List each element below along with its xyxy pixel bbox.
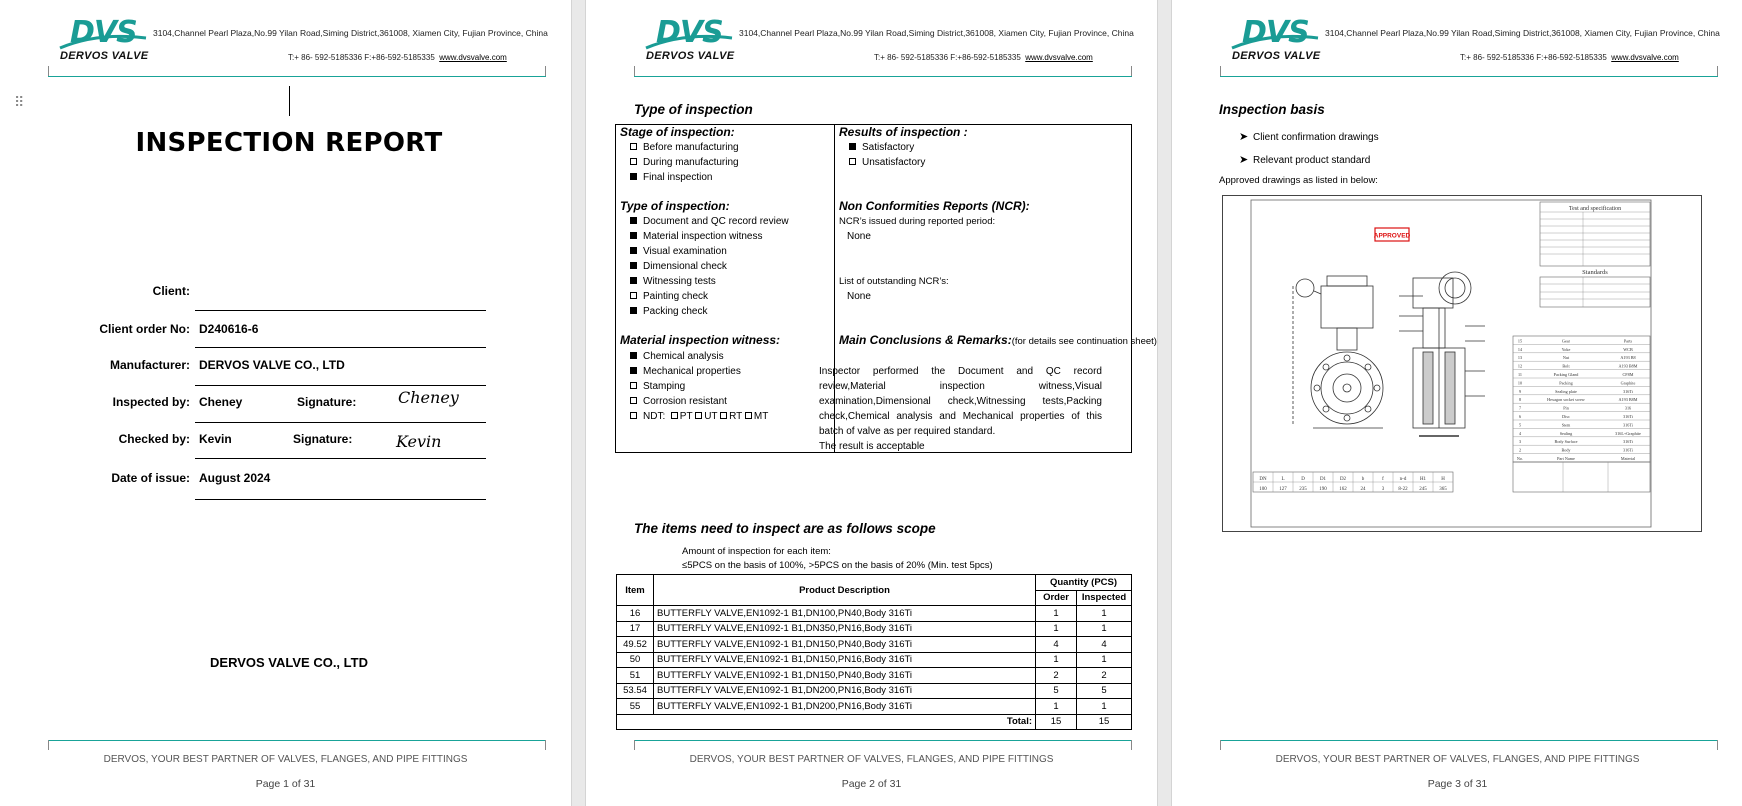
dim-cell: D1 [1319, 477, 1327, 482]
results-item[interactable] [849, 142, 914, 153]
dim-cell: 365 [1439, 487, 1447, 492]
cell-desc: BUTTERFLY VALVE,EN1092-1 B1,DN150,PN40,Body 316Ti [654, 637, 1036, 653]
section-title: Type of inspection [634, 102, 753, 117]
parts-cell: 13 [1517, 355, 1523, 361]
footer-rule [634, 740, 1132, 741]
date-value[interactable]: August 2024 [199, 471, 271, 485]
checkbox-checked-icon[interactable] [630, 352, 637, 359]
cell-item: 49.52 [617, 637, 654, 653]
checkbox-checked-icon[interactable] [630, 173, 637, 180]
inspected-label: Inspected by: [112, 395, 190, 409]
inspected-signature-label: Signature: [297, 395, 357, 409]
header-rule [634, 76, 1132, 77]
parts-cell: 4 [1518, 430, 1522, 436]
field-line [195, 385, 486, 386]
cell-item: 53.54 [617, 683, 654, 699]
checkbox-checked-icon[interactable] [849, 143, 856, 150]
material-heading: Material inspection witness: [620, 333, 781, 347]
type-item[interactable] [630, 291, 708, 302]
logo-text: DERVOS VALVE [1232, 50, 1321, 62]
footer-tagline: DERVOS, YOUR BEST PARTNER OF VALVES, FLANGES, AND PIPE FITTINGS [103, 754, 468, 765]
company-logo [1230, 15, 1322, 64]
dim-cell: 127 [1279, 487, 1287, 492]
total-inspected: 15 [1077, 714, 1132, 730]
checkbox-checked-icon[interactable] [630, 217, 637, 224]
checkbox-checked-icon[interactable] [630, 277, 637, 284]
parts-cell: 316Ti [1623, 447, 1633, 453]
checkbox-empty-icon[interactable] [849, 158, 856, 165]
logo-mark: DVS [70, 15, 137, 50]
total-label: Total: [654, 714, 1036, 730]
header-contact [288, 53, 507, 62]
cell-item: 50 [617, 652, 654, 668]
header-tel: T:+ 86- 592-5185336 F:+86-592-5185335 [288, 53, 435, 62]
parts-cell: 316 [1624, 405, 1632, 411]
checkbox-empty-icon[interactable] [630, 143, 637, 150]
page-1 [0, 0, 571, 806]
cell-order: 2 [1036, 668, 1077, 684]
parts-cell: 316Ti [1623, 414, 1633, 419]
approved-stamp: APPROVED [1373, 232, 1411, 240]
header-tel: T:+ 86- 592-5185336 F:+86-592-5185335 [1460, 53, 1607, 62]
footer-corner [1131, 740, 1132, 750]
header-corner [1717, 66, 1718, 76]
list-item [1239, 130, 1379, 143]
cell-order: 1 [1036, 621, 1077, 637]
table-total-row [617, 714, 1132, 730]
footer-corner [1717, 740, 1718, 750]
checkbox-label: Final inspection [643, 172, 713, 183]
cell-desc: BUTTERFLY VALVE,EN1092-1 B1,DN100,PN40,Body 316Ti [654, 606, 1036, 622]
parts-cell: Graphite [1620, 380, 1636, 386]
arrow-bullet-icon: ➤ [1239, 131, 1249, 143]
logo-mark: DVS [656, 15, 723, 50]
field-line [195, 310, 486, 311]
header-address: 3104,Channel Pearl Plaza,No.99 Yilan Road,Siming District,361008, Xiamen City, Fujian Province, China [1325, 28, 1720, 38]
checkbox-empty-icon[interactable] [630, 158, 637, 165]
type-item[interactable] [630, 246, 727, 257]
parts-cell: 15 [1517, 338, 1523, 344]
cell-empty [617, 714, 654, 730]
checkbox-label: During manufacturing [643, 157, 739, 168]
bullet-text: Relevant product standard [1253, 155, 1371, 166]
type-item[interactable] [630, 276, 716, 287]
dim-cell: 3 [1381, 487, 1385, 492]
table-row [617, 699, 1132, 715]
parts-cell: Nut [1562, 355, 1570, 361]
logo-text: DERVOS VALVE [60, 50, 149, 62]
conclusions-result: The result is acceptable [819, 441, 925, 452]
footer-rule [1220, 740, 1718, 741]
checkbox-empty-icon[interactable] [745, 412, 752, 419]
dim-cell: D [1301, 477, 1305, 482]
col-desc-header: Product Description [654, 575, 1036, 606]
results-item[interactable] [849, 157, 925, 168]
table-row [617, 606, 1132, 622]
manufacturer-label: Manufacturer: [109, 358, 190, 372]
material-item[interactable] [630, 396, 727, 407]
dim-cell: D2 [1339, 477, 1347, 482]
scope-title: The items need to inspect are as follows scope [634, 521, 936, 536]
header-contact [1460, 53, 1679, 62]
conclusions-body: Inspector performed the Document and QC record review,Material inspection witness,Visual examination,Dimensional check,Witnessing tests,Packing check,Chemical analysis and Mechanical properties of this batch of valve as per required standard. [819, 366, 1102, 437]
parts-cell: 5 [1518, 422, 1522, 428]
date-label: Date of issue: [111, 471, 190, 485]
header-corner [1131, 66, 1132, 76]
cell-inspected: 1 [1077, 606, 1132, 622]
cell-order: 1 [1036, 652, 1077, 668]
conclusions-note: (for details see continuation sheet) [1011, 336, 1157, 347]
parts-cell: Sealing [1559, 430, 1573, 436]
company-logo [58, 15, 150, 64]
cell-inspected: 1 [1077, 652, 1132, 668]
table-row [617, 637, 1132, 653]
logo-text: DERVOS VALVE [646, 50, 735, 62]
cell-desc: BUTTERFLY VALVE,EN1092-1 B1,DN200,PN16,Body 316Ti [654, 683, 1036, 699]
dim-cell: f [1382, 477, 1384, 482]
cell-order: 5 [1036, 683, 1077, 699]
page-2 [586, 0, 1157, 806]
checkbox-checked-icon[interactable] [630, 247, 637, 254]
client-label: Client: [152, 284, 190, 298]
list-item [1239, 153, 1370, 166]
cell-inspected: 1 [1077, 621, 1132, 637]
ncr-issued-value: None [847, 231, 871, 242]
footer-tagline: DERVOS, YOUR BEST PARTNER OF VALVES, FLANGES, AND PIPE FITTINGS [1275, 754, 1640, 765]
checkbox-label: Painting check [643, 291, 709, 302]
header-contact [874, 53, 1093, 62]
cell-item: 17 [617, 621, 654, 637]
page-number: Page 2 of 31 [841, 778, 902, 790]
order-value[interactable]: D240616-6 [199, 322, 259, 336]
checkbox-label: Dimensional check [643, 261, 727, 272]
header-corner [48, 66, 49, 76]
ncr-heading: Non Conformities Reports (NCR): [839, 199, 1030, 213]
header-tel: T:+ 86- 592-5185336 F:+86-592-5185335 [874, 53, 1021, 62]
checkbox-checked-icon[interactable] [630, 307, 637, 314]
type-item[interactable] [630, 306, 707, 317]
cell-item: 51 [617, 668, 654, 684]
checkbox-label: Stamping [643, 381, 686, 392]
header-corner [545, 66, 546, 76]
checkbox-label: Document and QC record review [643, 216, 789, 227]
cell-desc: BUTTERFLY VALVE,EN1092-1 B1,DN150,PN40,Body 316Ti [654, 668, 1036, 684]
stage-item[interactable] [630, 157, 739, 168]
ncr-outstanding-label: List of outstanding NCR’s: [839, 276, 949, 287]
manufacturer-value[interactable]: DERVOS VALVE CO., LTD [199, 358, 345, 372]
ndt-label: NDT: [643, 411, 666, 422]
checkbox-empty-icon[interactable] [630, 382, 637, 389]
cell-inspected: 2 [1077, 668, 1132, 684]
col-item-header: Item [617, 575, 654, 606]
dim-cell: b [1361, 477, 1365, 482]
table-row [617, 668, 1132, 684]
parts-cell: 9 [1518, 388, 1522, 394]
checkbox-checked-icon[interactable] [630, 262, 637, 269]
checkbox-label: Witnessing tests [643, 276, 716, 287]
parts-cell: Bolt [1562, 363, 1570, 369]
parts-cell: Body [1561, 447, 1571, 453]
parts-cell: No. [1516, 456, 1524, 461]
dim-cell: H1 [1419, 477, 1427, 482]
parts-cell: A193 B8M [1618, 397, 1638, 403]
parts-cell: 6 [1518, 414, 1522, 419]
footer-corner [545, 740, 546, 750]
dim-cell: 235 [1299, 487, 1307, 492]
parts-cell: Body Surface [1554, 439, 1578, 445]
parts-cell: 2 [1518, 447, 1522, 453]
cell-item: 55 [617, 699, 654, 715]
parts-cell: Hexagon socket screw [1547, 397, 1585, 403]
stage-item[interactable] [630, 172, 712, 183]
parts-cell: 316Ti [1623, 388, 1633, 394]
material-item[interactable] [630, 381, 685, 392]
cell-order: 1 [1036, 699, 1077, 715]
parts-cell: Yoke [1561, 346, 1571, 352]
valve-drawing-image [1223, 196, 1701, 531]
dim-cell: 8-22 [1398, 487, 1408, 492]
ncr-issued-label: NCR’s issued during reported period: [839, 216, 996, 227]
dim-cell: 24 [1360, 487, 1366, 492]
table-row [617, 683, 1132, 699]
parts-cell: Packing Gland [1553, 372, 1579, 377]
parts-cell: 14 [1517, 346, 1523, 352]
dim-cell: 100 [1259, 487, 1267, 492]
checkbox-label: Mechanical properties [643, 366, 741, 377]
stage-item[interactable] [630, 142, 739, 153]
cell-desc: BUTTERFLY VALVE,EN1092-1 B1,DN200,PN16,Body 316Ti [654, 699, 1036, 715]
cell-inspected: 1 [1077, 699, 1132, 715]
parts-cell: 10 [1517, 380, 1523, 386]
checkbox-empty-icon[interactable] [630, 292, 637, 299]
checkbox-empty-icon[interactable] [630, 412, 637, 419]
cell-desc: BUTTERFLY VALVE,EN1092-1 B1,DN150,PN16,Body 316Ti [654, 652, 1036, 668]
field-line [195, 347, 486, 348]
parts-cell: 316Ti [1623, 422, 1633, 428]
header-rule [1220, 76, 1718, 77]
arrow-bullet-icon: ➤ [1239, 154, 1249, 166]
parts-cell: 8 [1518, 397, 1522, 403]
dim-cell: n-d [1399, 477, 1407, 482]
footer-corner [48, 740, 49, 750]
basis-title: Inspection basis [1219, 102, 1325, 117]
checkbox-empty-icon[interactable] [695, 412, 702, 419]
checkbox-label: Chemical analysis [643, 351, 724, 362]
checkbox-label: Before manufacturing [643, 142, 739, 153]
parts-cell: Parts [1623, 338, 1633, 344]
dim-cell: 190 [1319, 487, 1327, 492]
parts-cell: 316Ti [1623, 439, 1633, 445]
company-name: DERVOS VALVE CO., LTD [210, 655, 368, 670]
total-order: 15 [1036, 714, 1077, 730]
approved-line: Approved drawings as listed in below: [1219, 175, 1378, 186]
type-item[interactable] [630, 261, 727, 272]
conclusions-text [819, 364, 1102, 454]
checkbox-label: Packing check [643, 306, 708, 317]
footer-corner [634, 740, 635, 750]
results-heading: Results of inspection : [839, 125, 968, 139]
dim-cell: L [1281, 477, 1285, 482]
footer-tagline: DERVOS, YOUR BEST PARTNER OF VALVES, FLANGES, AND PIPE FITTINGS [689, 754, 1054, 765]
header-address: 3104,Channel Pearl Plaza,No.99 Yilan Road,Siming District,361008, Xiamen City, Fujian Province, China [739, 28, 1134, 38]
table-row [617, 621, 1132, 637]
ncr-outstanding-value: None [847, 291, 871, 302]
parts-cell: Material [1620, 456, 1636, 461]
cell-order: 1 [1036, 606, 1077, 622]
field-line [195, 422, 486, 423]
conclusions-heading [839, 333, 1157, 347]
valve-front-view [1293, 276, 1383, 428]
footer-rule [48, 740, 546, 741]
type-item[interactable] [630, 231, 763, 242]
footer-corner [1220, 740, 1221, 750]
type-item[interactable] [630, 216, 789, 227]
parts-cell: 316L+Graphite [1615, 430, 1641, 436]
parts-cell: 11 [1517, 372, 1523, 377]
dim-cell: 245 [1419, 487, 1427, 492]
checkbox-checked-icon[interactable] [630, 367, 637, 374]
conclusions-title: Main Conclusions & Remarks: [839, 333, 1012, 347]
ndt-option: UT [704, 411, 718, 422]
page-3 [1172, 0, 1742, 806]
valve-section-view [1399, 272, 1485, 436]
parts-cell: 3 [1518, 439, 1522, 445]
text-cursor [289, 86, 290, 116]
material-item[interactable] [630, 366, 741, 377]
col-qty-header: Quantity (PCS) [1036, 575, 1132, 591]
header-address: 3104,Channel Pearl Plaza,No.99 Yilan Road,Siming District,361008, Xiamen City, Fujian Province, China [153, 28, 548, 38]
standards-title: Standards [1582, 269, 1608, 276]
ndt-item[interactable] [630, 411, 768, 422]
checked-label: Checked by: [118, 432, 190, 446]
checkbox-empty-icon[interactable] [671, 412, 678, 419]
cell-inspected: 4 [1077, 637, 1132, 653]
stage-heading: Stage of inspection: [620, 125, 735, 139]
ndt-option: MT [753, 411, 769, 422]
items-table [616, 574, 1132, 730]
cell-order: 4 [1036, 637, 1077, 653]
spec-title: Test and specification [1568, 206, 1622, 212]
ndt-option: PT [679, 411, 693, 422]
checkbox-label: Satisfactory [862, 142, 915, 153]
page-number: Page 1 of 31 [255, 778, 316, 790]
checkbox-label: Material inspection witness [643, 231, 763, 242]
header-rule [48, 76, 546, 77]
drag-handle-icon[interactable]: ⠿ [14, 94, 25, 110]
checkbox-label: Visual examination [643, 246, 727, 257]
parts-cell: Disc [1562, 414, 1570, 419]
parts-cell: Stem [1561, 422, 1571, 428]
approved-drawing[interactable] [1222, 195, 1702, 532]
checkbox-label: Unsatisfactory [862, 157, 926, 168]
cell-item: 16 [617, 606, 654, 622]
report-title: INSPECTION REPORT [135, 128, 443, 158]
ndt-option: RT [729, 411, 743, 422]
parts-cell: 7 [1518, 405, 1522, 411]
parts-cell: Pin [1563, 405, 1569, 411]
inspected-signature: Cheney [398, 388, 459, 407]
page-number: Page 3 of 31 [1427, 778, 1488, 790]
header-corner [634, 66, 635, 76]
parts-cell: Packing [1559, 380, 1573, 386]
checked-value[interactable]: Kevin [199, 432, 232, 446]
col-order-header: Order [1036, 590, 1077, 606]
amount-line-1: Amount of inspection for each item: [682, 546, 831, 557]
field-line [195, 499, 486, 500]
cell-inspected: 5 [1077, 683, 1132, 699]
cell-desc: BUTTERFLY VALVE,EN1092-1 B1,DN350,PN16,Body 316Ti [654, 621, 1036, 637]
parts-cell: Sealing plate [1555, 388, 1577, 394]
table-row [617, 652, 1132, 668]
amount-line-2: ≤5PCS on the basis of 100%, >5PCS on the basis of 20% (Min. test 5pcs) [682, 560, 993, 571]
parts-cell: CF8M [1622, 372, 1634, 377]
parts-cell: A193 B8M [1618, 363, 1638, 369]
checkbox-empty-icon[interactable] [720, 412, 727, 419]
parts-cell: A193 B8 [1620, 355, 1636, 361]
order-label: Client order No: [99, 322, 190, 336]
dim-cell: DN [1259, 477, 1267, 482]
col-inspected-header: Inspected [1077, 590, 1132, 606]
checkbox-checked-icon[interactable] [630, 232, 637, 239]
dim-cell: H [1441, 477, 1445, 482]
bullet-text: Client confirmation drawings [1253, 132, 1379, 143]
inspected-value[interactable]: Cheney [199, 395, 243, 409]
parts-cell: WCB [1623, 346, 1633, 352]
parts-cell: 12 [1517, 363, 1523, 369]
parts-cell: Part Name [1557, 456, 1575, 461]
checked-signature: Kevin [396, 432, 442, 451]
company-logo [644, 15, 736, 64]
header-website-link[interactable]: www.dvsvalve.com [1025, 53, 1093, 62]
dim-cell: 162 [1339, 487, 1347, 492]
header-corner [1220, 66, 1221, 76]
field-line [195, 458, 486, 459]
header-website-link[interactable]: www.dvsvalve.com [1611, 53, 1679, 62]
checked-signature-label: Signature: [293, 432, 353, 446]
header-website-link[interactable]: www.dvsvalve.com [439, 53, 507, 62]
checkbox-empty-icon[interactable] [630, 397, 637, 404]
parts-cell: Gear [1561, 338, 1571, 344]
logo-mark: DVS [1242, 15, 1309, 50]
checkbox-label: Corrosion resistant [643, 396, 727, 407]
type-heading: Type of inspection: [620, 199, 730, 213]
material-item[interactable] [630, 351, 724, 362]
table-header-row [617, 575, 1132, 591]
